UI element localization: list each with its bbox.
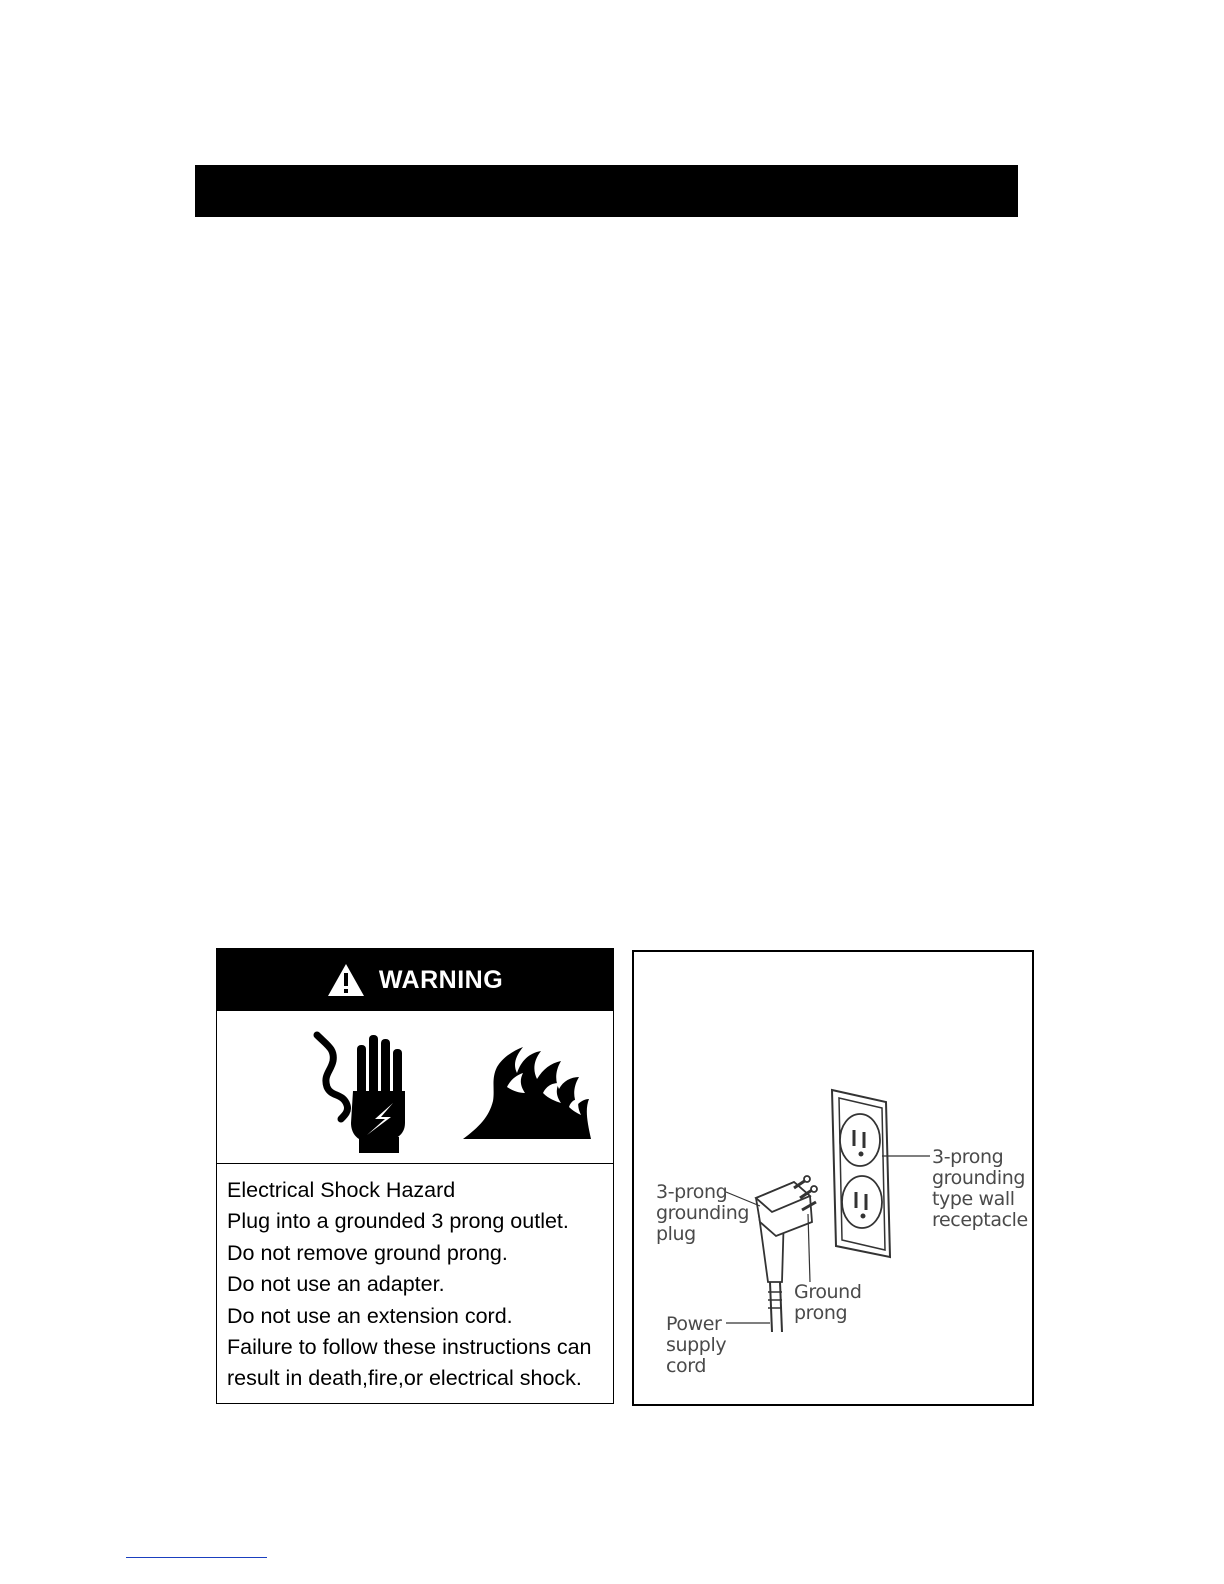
warning-line: Do not use an extension cord.: [227, 1303, 513, 1328]
warning-line: result in death,fire,or electrical shock.: [227, 1366, 582, 1391]
label-line: plug: [656, 1223, 696, 1245]
receptacle-label: [932, 1147, 1028, 1231]
electric-shock-hand-icon: [313, 1031, 417, 1153]
warning-instructions: [227, 1175, 607, 1395]
warning-line: Do not use an adapter.: [227, 1272, 445, 1297]
plug-label: [656, 1182, 749, 1245]
label-line: Ground: [794, 1281, 862, 1303]
label-line: receptacle: [932, 1209, 1028, 1231]
power-cord-label: [666, 1314, 726, 1377]
grounding-diagram: [632, 950, 1034, 1406]
warning-title: WARNING: [378, 965, 504, 994]
label-line: supply: [666, 1334, 727, 1356]
label-line: 3-prong: [656, 1181, 728, 1203]
fire-icon: [463, 1043, 591, 1139]
warning-triangle-icon: [327, 963, 365, 997]
ground-prong-label: [794, 1282, 862, 1324]
warning-line: Plug into a grounded 3 prong outlet.: [227, 1209, 569, 1234]
label-line: grounding: [932, 1167, 1026, 1189]
label-line: prong: [794, 1302, 848, 1324]
warning-label: [216, 948, 614, 1404]
label-line: 3-prong: [932, 1146, 1004, 1168]
label-line: Power: [666, 1313, 722, 1335]
section-header-bar: [195, 165, 1018, 217]
label-line: type wall: [932, 1188, 1015, 1210]
footer-link-underline[interactable]: [126, 1557, 267, 1558]
warning-line: Failure to follow these instructions can: [227, 1335, 592, 1360]
warning-line: Electrical Shock Hazard: [227, 1178, 456, 1202]
warning-header: [217, 949, 613, 1011]
label-line: grounding: [656, 1202, 750, 1224]
wall-receptacle-drawing: [832, 1090, 890, 1257]
warning-line: Do not remove ground prong.: [227, 1240, 508, 1265]
label-line: cord: [666, 1355, 707, 1377]
hazard-pictograms: [217, 1011, 613, 1164]
